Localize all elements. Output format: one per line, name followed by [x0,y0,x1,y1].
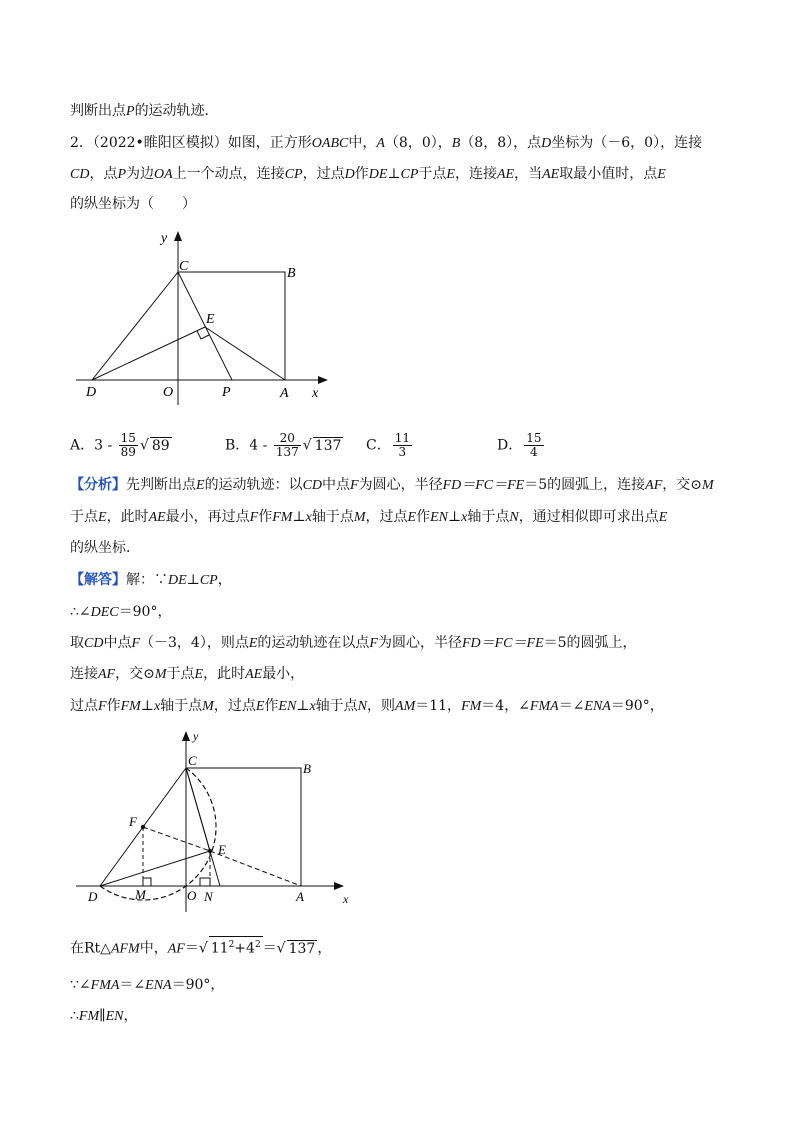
x-arrow [318,376,328,384]
y-arrow-2 [182,731,190,741]
option-a: A．3 - $\frac{15}{89}$ √ 89 [70,431,170,459]
right-angle-mark [197,331,209,339]
seg-de-2 [100,851,210,886]
seg-cp [178,272,232,380]
y-arrow [174,231,182,241]
label-y-2: y [193,729,199,743]
label-x: x [312,386,319,401]
label-d: D [86,385,97,400]
label-d-2: D [88,889,98,904]
solution-line-1: 【解答】解：∵DE⊥CP， [70,572,232,588]
solution-line-4: 连接AF，交⊙M于点E，此时AE最小， [70,666,305,682]
seg-dc [92,272,178,380]
option-c-fraction: $\frac{11}{3}$ [394,431,410,459]
label-y: y [161,231,168,246]
analysis-line-3: 的纵坐标． [70,540,140,556]
square-oabc [178,272,285,380]
option-d: D． $\frac{15}{4}$ [497,431,542,459]
label-f-2: F [129,814,137,829]
solution-line-2: ∴∠DEC＝90°， [70,604,172,620]
point-f [141,825,145,829]
label-e: E [206,312,215,327]
option-d-fraction: $\frac{15}{4}$ [526,431,542,459]
figure-2 [70,726,360,912]
label-c-2: C [188,753,197,768]
seg-ce-2 [186,768,210,851]
figure-1 [70,225,340,405]
label-o: O [163,385,174,400]
right-angle-n [200,878,210,886]
problem-line-1: 2．（2022•睢阳区模拟）如图，正方形OABC中，A（8，0），B（8，8），点D坐标为（－6，0），连接 [70,135,703,151]
problem-line-2: CD，点P为边OA上一个动点，连接CP，过点D作DE⊥CP于点E，连接AE，当AE取最小值时，点E [70,166,666,182]
label-a-2: A [296,889,304,904]
right-angle-m [143,878,151,886]
option-b: B．4 - $\frac{20}{137}$ √ 137 [225,431,342,459]
label-b-2: B [303,761,311,776]
option-b-fraction: $\frac{20}{137}$ [275,431,299,459]
label-b: B [287,266,296,281]
option-c: C． $\frac{11}{3}$ [366,431,410,459]
label-m-2: M [135,887,146,902]
solution-line-8: ∴FM∥EN， [70,1008,138,1024]
analysis-line-1: 【分析】先判断出点E的运动轨迹：以CD中点F为圆心，半径FD＝FC＝FE＝5的圆弧上，连接AF，交⊙M [70,477,714,493]
option-a-fraction: $\frac{15}{89}$ [120,431,136,459]
seg-ef-dash [143,827,210,851]
point-e [208,849,212,853]
label-a: A [280,386,289,401]
solution-line-3: 取CD中点F（－3，4），则点E的运动轨迹在以点F为圆心，半径FD＝FC＝FE＝5的圆弧上， [70,635,637,651]
analysis-line-2: 于点E，此时AE最小，再过点F作FM⊥x轴于点M，过点E作EN⊥x轴于点N，通过相似即可求出点E [70,509,668,525]
label-n-2: N [204,889,213,904]
radical-af: $11^2+4^2$ [209,936,263,957]
text-line-1: 判断出点P的运动轨迹． [70,103,219,119]
solution-line-5: 过点F作FM⊥x轴于点M，过点E作EN⊥x轴于点N，则AM＝11，FM＝4，∠FMA＝∠ENA＝90°， [70,698,664,714]
label-e-2: E [218,842,226,857]
solution-line-7: ∵∠FMA＝∠ENA＝90°， [70,977,225,993]
seg-de [92,327,205,380]
seg-ea [205,327,285,380]
label-p: P [222,385,231,400]
problem-line-3: 的纵坐标为（ ） [70,196,196,212]
solution-line-6: 在Rt△AFM中，AF＝√ $11^2+4^2$ ＝√ 137 ， [70,936,331,960]
label-o-2: O [187,888,197,903]
x-arrow-2 [334,882,344,890]
label-x-2: x [343,892,349,906]
label-c: C [179,259,189,274]
